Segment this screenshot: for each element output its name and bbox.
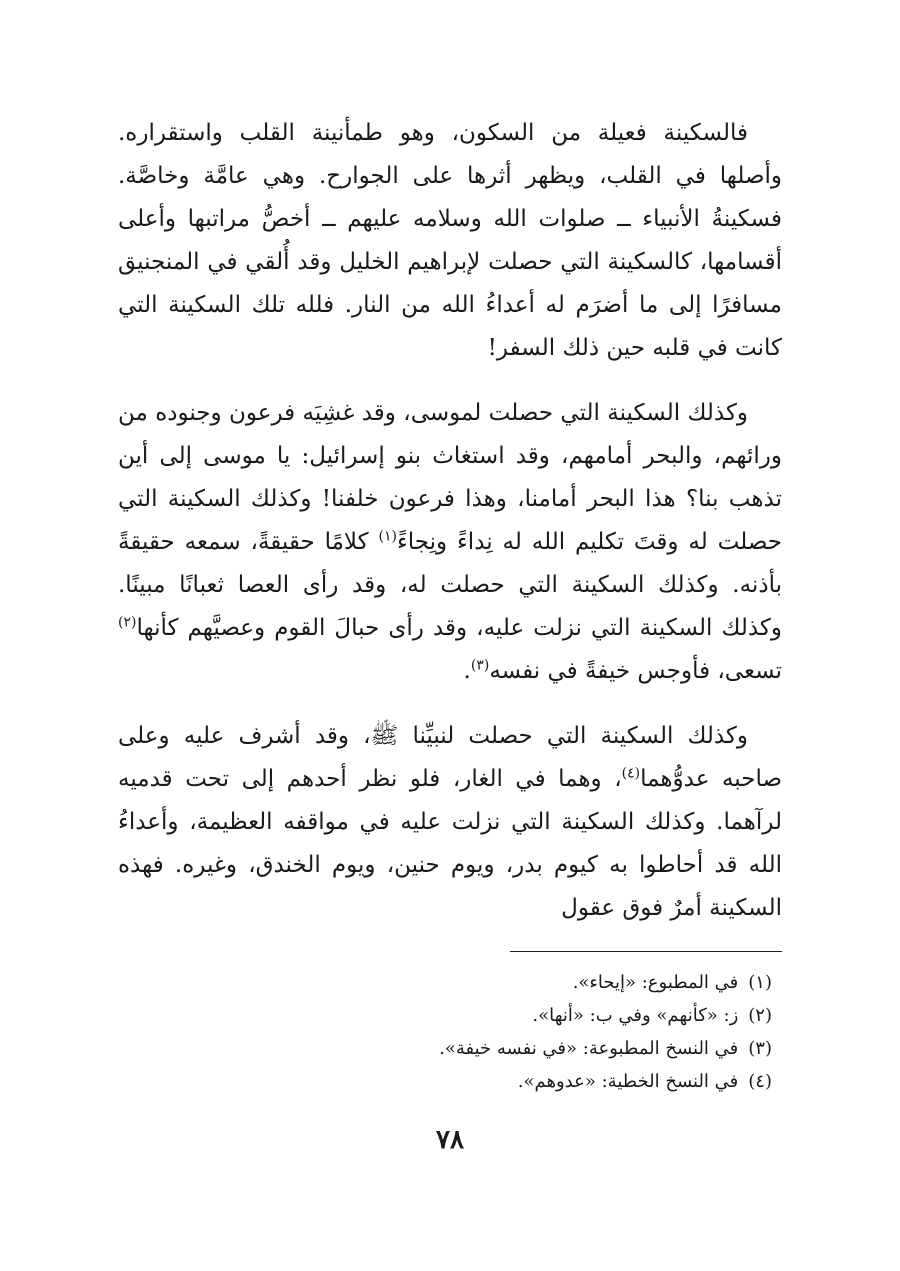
footnote-number: (٣) bbox=[748, 1038, 772, 1059]
footnote-number: (٤) bbox=[748, 1071, 772, 1092]
page-body bbox=[118, 112, 782, 952]
paragraph-text: كلامًا حقيقةً، سمعه حقيقةً بأذنه. وكذلك السكينة التي حصلت له، وقد رأى العصا ثعبانًا مبينًا. وكذلك السكينة التي نزلت عليه، وقد رأى حبالَ القوم وعصيَّهم كأنها bbox=[118, 529, 782, 641]
footnote-ref-2[interactable]: (٢) bbox=[118, 614, 137, 631]
paragraph-text: وكذلك السكينة التي حصلت لموسى، وقد غشِيَه فرعون وجنوده من ورائهم، والبحر أمامهم، وقد استغاث بنو إسرائيل: يا موسى إلى أين تذهب بنا؟ هذا البحر أمامنا، وهذا فرعون خلفنا! وكذلك السكينة التي حصلت له وقتَ تكليم الله له نِداءً ونِجاءً bbox=[118, 400, 782, 555]
footnote-text: ز: «كأنهم» وفي ب: «أنها». bbox=[532, 1005, 739, 1026]
paragraph-text: فالسكينة فعيلة من السكون، وهو طمأنينة القلب واستقراره. وأصلها في القلب، ويظهر أثرها على الجوارح. وهي عامَّة وخاصَّة. فسكينةُ الأنبياء ــ صلوات الله وسلامه عليهم ــ أخصُّ مراتبها وأعلى أقسامها، كالسكينة التي حصلت لإبراهيم الخليل وقد أُلقي في المنجنيق مسافرًا إلى ما أضرَم له أعداءُ الله من النار. فلله تلك السكينة التي كانت في قلبه حين ذلك السفر! bbox=[118, 120, 782, 361]
paragraph-2 bbox=[118, 392, 782, 693]
footnote-item bbox=[118, 1065, 782, 1098]
footnote-number: (٢) bbox=[748, 1005, 772, 1026]
footnote-divider bbox=[510, 951, 782, 952]
footnote-ref-1[interactable]: (١) bbox=[378, 528, 397, 545]
footnote-ref-3[interactable]: (٣) bbox=[470, 657, 490, 674]
paragraph-text: تسعى، فأوجس خيفةً في نفسه bbox=[489, 658, 782, 684]
footnote-text: في النسخ المطبوعة: «في نفسه خيفة». bbox=[439, 1038, 739, 1059]
footnote-item bbox=[118, 1032, 782, 1065]
paragraph-text: ، وهما في الغار، فلو نظر أحدهم إلى تحت قدميه لرآهما. وكذلك السكينة التي نزلت عليه في مواقفه العظيمة، وأعداءُ الله قد أحاطوا به كيوم بدر، ويوم حنين، ويوم الخندق، وغيره. فهذه السكينة أمرٌ فوق عقول bbox=[118, 766, 782, 921]
paragraph-3 bbox=[118, 715, 782, 930]
footnote-item bbox=[118, 999, 782, 1032]
paragraph-1 bbox=[118, 112, 782, 370]
footnotes-list bbox=[118, 966, 782, 1098]
page-number: ٧٨ bbox=[436, 1125, 464, 1155]
footnote-text: في النسخ الخطية: «عدوهم». bbox=[517, 1071, 739, 1092]
paragraph-text: . bbox=[463, 658, 471, 684]
footnote-text: في المطبوع: «إيحاء». bbox=[572, 972, 739, 993]
paragraph-text: وكذلك السكينة التي حصلت لنبيِّنا ﷺ، وقد أشرف عليه وعلى صاحبه عدوُّهما bbox=[118, 723, 782, 792]
footnote-item bbox=[118, 966, 782, 999]
footnote-number: (١) bbox=[748, 972, 772, 993]
footnote-ref-4[interactable]: (٤) bbox=[621, 765, 641, 782]
